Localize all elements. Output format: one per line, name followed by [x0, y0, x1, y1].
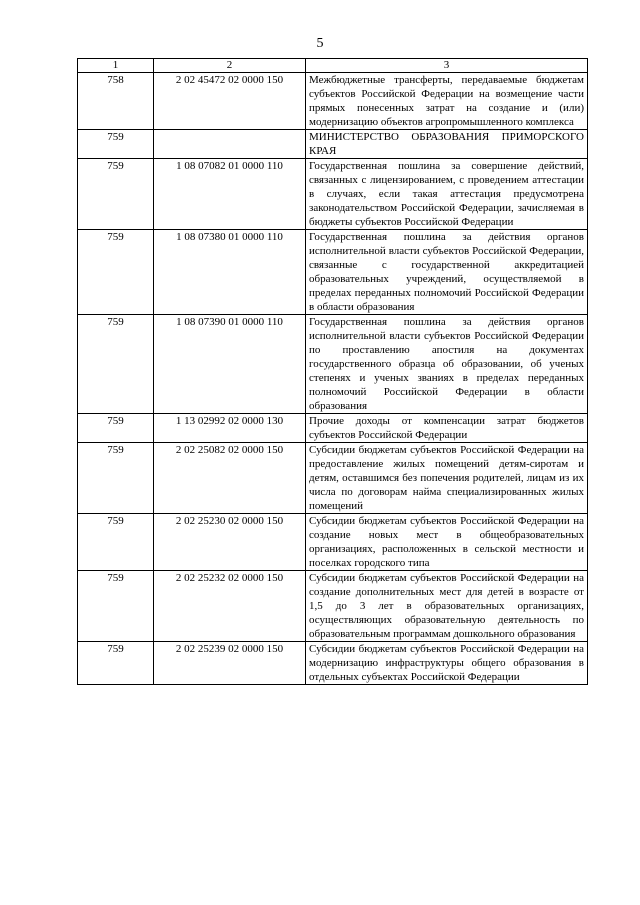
header-row: [78, 59, 588, 73]
revenue-name-cell: Государственная пошлина за совершение действий, связанных с лицензированием, с проведением аттестации в случаях, если такая аттестация предусмотрена законодательством Российской Федерации, зачисляемая в бюджеты субъектов Российской Федерации: [306, 159, 588, 230]
revenue-code-cell: 2 02 25230 02 0000 150: [154, 514, 306, 571]
table-row: [78, 443, 588, 514]
revenue-name-cell: Межбюджетные трансферты, передаваемые бюджетам субъектов Российской Федерации на возмещение части прямых понесенных затрат на создание и (или) модернизацию объектов агропромышленного комплекса: [306, 73, 588, 130]
revenue-code-cell: 1 08 07380 01 0000 110: [154, 230, 306, 315]
revenue-code-cell: [154, 130, 306, 159]
chapter-code-cell: 758: [78, 73, 154, 130]
revenue-code-cell: 1 08 07082 01 0000 110: [154, 159, 306, 230]
revenue-name-cell: Субсидии бюджетам субъектов Российской Федерации на модернизацию инфраструктуры общего образования в отдельных субъектах Российской Федерации: [306, 642, 588, 685]
revenue-code-cell: 2 02 45472 02 0000 150: [154, 73, 306, 130]
chapter-code-cell: 759: [78, 230, 154, 315]
revenue-name-cell: Субсидии бюджетам субъектов Российской Федерации на создание новых мест в общеобразовательных организациях, расположенных в сельской местности и поселках городского типа: [306, 514, 588, 571]
chapter-code-cell: 759: [78, 414, 154, 443]
table-row: [78, 571, 588, 642]
table-row: [78, 73, 588, 130]
revenue-name-cell: Государственная пошлина за действия органов исполнительной власти субъектов Российской Федерации по проставлению апостиля на документах государственного образца об образовании, об ученых степенях и ученых званиях в пределах переданных полномочий Российской Федерации в области образования: [306, 315, 588, 414]
revenue-code-cell: 2 02 25082 02 0000 150: [154, 443, 306, 514]
table-row: [78, 414, 588, 443]
revenue-code-cell: 2 02 25239 02 0000 150: [154, 642, 306, 685]
revenue-name-cell: Субсидии бюджетам субъектов Российской Федерации на предоставление жилых помещений детям-сиротам и детям, оставшимся без попечения родителей, лицам из их числа по договорам найма специализированных жилых помещений: [306, 443, 588, 514]
table-body: [78, 73, 588, 685]
chapter-code-cell: 759: [78, 642, 154, 685]
chapter-code-cell: 759: [78, 315, 154, 414]
column-header-3: 3: [306, 59, 588, 73]
table-row: [78, 315, 588, 414]
chapter-code-cell: 759: [78, 514, 154, 571]
revenue-name-cell: Государственная пошлина за действия органов исполнительной власти субъектов Российской Федерации, связанные с государственной аккредитацией образовательных учреждений, осуществляемой в пределах переданных полномочий Российской Федерации в области образования: [306, 230, 588, 315]
table-row: [78, 514, 588, 571]
chapter-code-cell: 759: [78, 159, 154, 230]
revenue-code-cell: 1 13 02992 02 0000 130: [154, 414, 306, 443]
chapter-code-cell: 759: [78, 130, 154, 159]
table-header: [78, 59, 588, 73]
table-row: [78, 159, 588, 230]
column-header-2: 2: [154, 59, 306, 73]
revenue-name-cell: Субсидии бюджетам субъектов Российской Федерации на создание дополнительных мест для детей в возрасте от 1,5 до 3 лет в образовательных организациях, осуществляющих образовательную деятельность по образовательным программам дошкольного образования: [306, 571, 588, 642]
administrator-name-cell: МИНИСТЕРСТВО ОБРАЗОВАНИЯ ПРИМОРСКОГО КРАЯ: [306, 130, 588, 159]
table-row: [78, 230, 588, 315]
revenue-code-cell: 1 08 07390 01 0000 110: [154, 315, 306, 414]
table-row: [78, 642, 588, 685]
chapter-code-cell: 759: [78, 443, 154, 514]
column-header-1: 1: [78, 59, 154, 73]
revenue-code-cell: 2 02 25232 02 0000 150: [154, 571, 306, 642]
chapter-code-cell: 759: [78, 571, 154, 642]
revenue-classification-table: [77, 58, 588, 685]
revenue-name-cell: Прочие доходы от компенсации затрат бюджетов субъектов Российской Федерации: [306, 414, 588, 443]
page-number: 5: [316, 36, 324, 51]
table-row: [78, 130, 588, 159]
